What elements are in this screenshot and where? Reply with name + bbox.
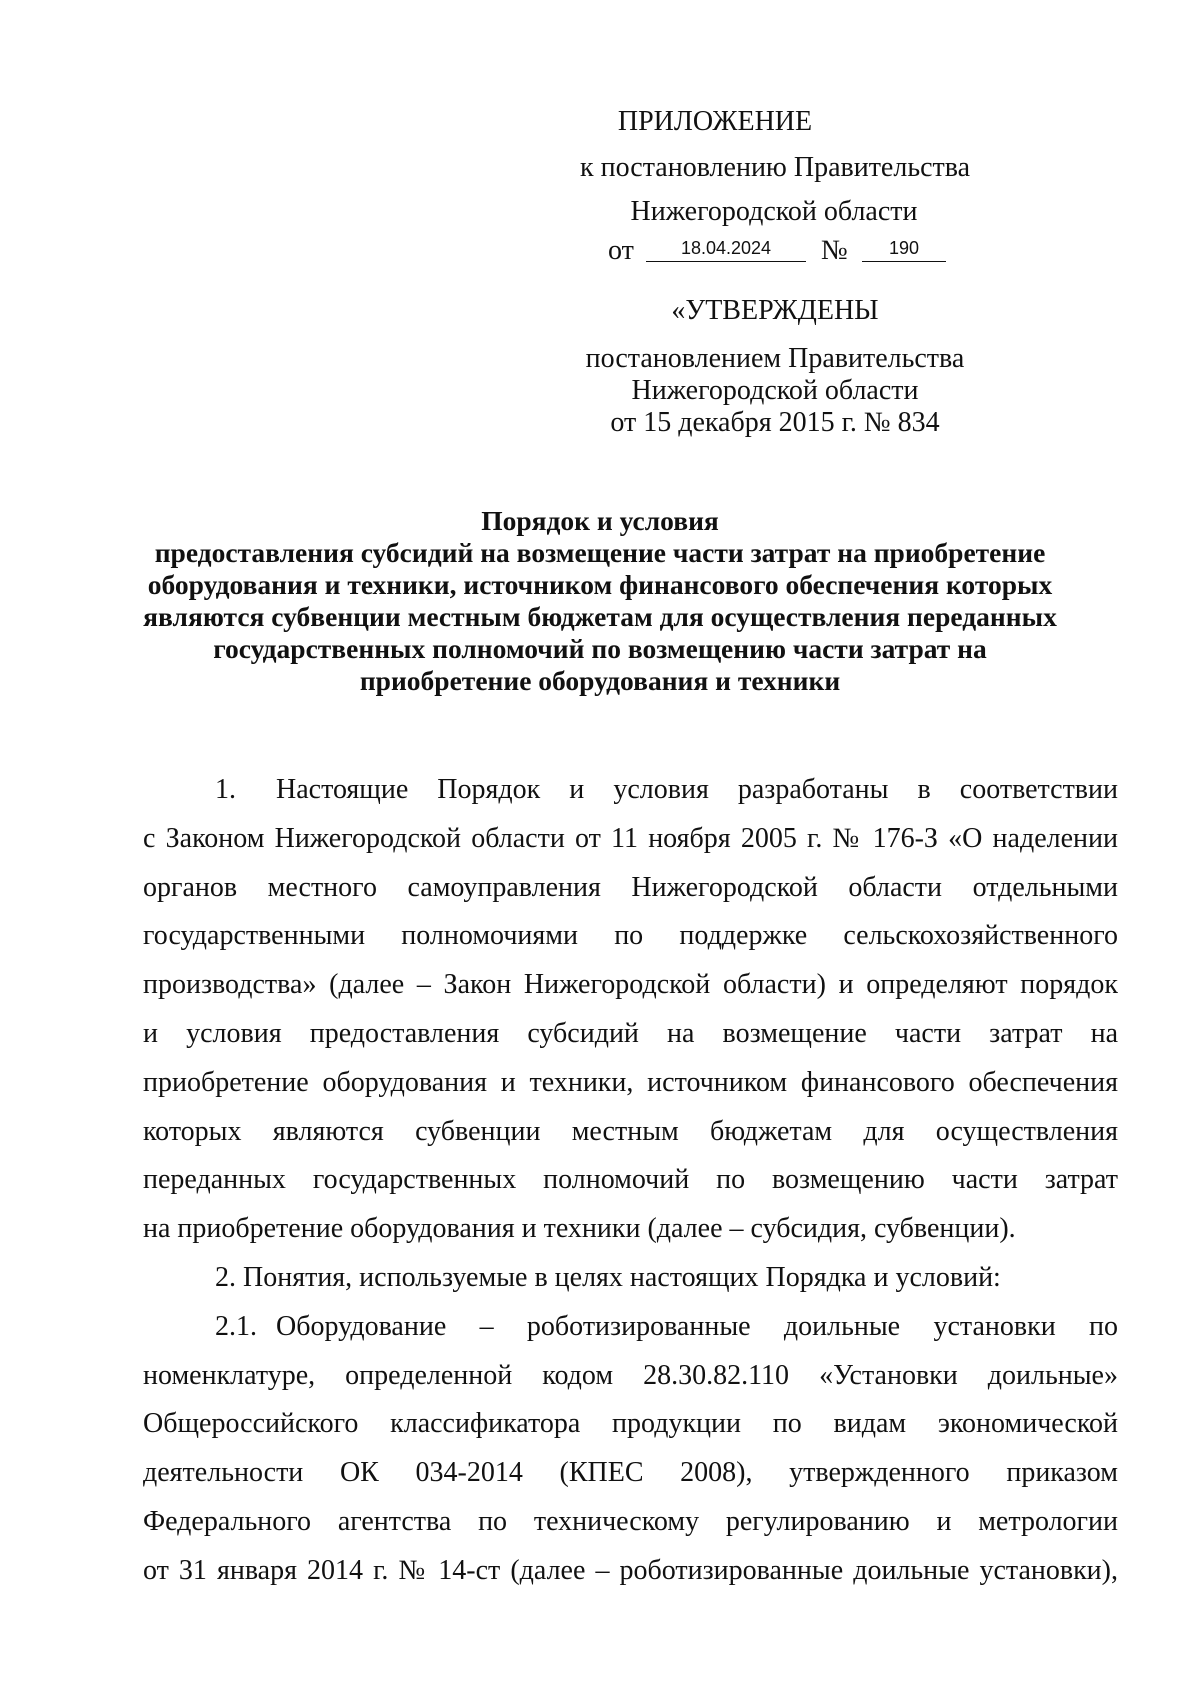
paragraph-2: 2. Понятия, используемые в целях настоящих Порядка и условий: (215, 1261, 1001, 1293)
paragraph-line: Федерального агентства по техническому регулированию и метрологии (143, 1505, 1118, 1537)
paragraph-text: Оборудование – роботизированные доильные установки по (276, 1310, 1118, 1342)
document-body (143, 766, 1118, 1596)
from-label: от (608, 235, 634, 266)
paragraph-line: государственными полномочиями по поддержке сельскохозяйственного (143, 920, 1118, 952)
paragraph-line: которых являются субвенции местным бюджетам для осуществления (143, 1115, 1118, 1147)
title-line: приобретение оборудования и техники (359, 665, 841, 696)
paragraph-line: производства» (далее – Закон Нижегородской области) и определяют порядок (143, 969, 1118, 1001)
paragraph-line: от 31 января 2014 г. № 14-ст (далее – роботизированные доильные установки), (143, 1554, 1118, 1586)
paragraph-line: приобретение оборудования и техники, источником финансового обеспечения (143, 1066, 1118, 1098)
paragraph-number: 1. (215, 774, 236, 805)
approved-line-1: постановлением Правительства (585, 343, 965, 374)
approved-line-2: Нижегородской области (631, 375, 919, 406)
title-line: государственных полномочий по возмещению части затрат на (213, 633, 987, 664)
paragraph-line: органов местного самоуправления Нижегородской области отдельными (143, 871, 1118, 903)
resolution-date: 18.04.2024 (646, 233, 806, 262)
title-line: предоставления субсидий на возмещение части затрат на приобретение (154, 537, 1046, 568)
document-title (120, 505, 1080, 697)
resolution-reference-line-1: к постановлению Правительства (580, 152, 971, 183)
paragraph-text: Настоящие Порядок и условия разработаны в соответствии (276, 774, 1118, 805)
paragraph-line: деятельности ОК 034-2014 (КПЕС 2008), утвержденного приказом (143, 1457, 1118, 1489)
appendix-label: ПРИЛОЖЕНИЕ (617, 106, 813, 137)
paragraph-1-first-line (143, 766, 1118, 815)
paragraph-line: с Законом Нижегородской области от 11 ноября 2005 г. № 176-З «О наделении (143, 822, 1118, 854)
paragraph-line: переданных государственных полномочий по возмещению части затрат (143, 1164, 1118, 1196)
paragraph-last-line: на приобретение оборудования и техники (далее – субсидия, субвенции). (143, 1213, 1016, 1245)
paragraph-line: номенклатуре, определенной кодом 28.30.82.110 «Установки доильные» (143, 1359, 1118, 1391)
approved-line-3: от 15 декабря 2015 г. № 834 (610, 407, 940, 438)
paragraph-line: и условия предоставления субсидий на возмещение части затрат на (143, 1017, 1118, 1049)
resolution-number: 190 (862, 233, 946, 262)
number-sign: № (821, 235, 848, 266)
resolution-reference-line-2: Нижегородской области (630, 196, 918, 227)
resolution-date-number-row (608, 229, 948, 266)
paragraph-line: Общероссийского классификатора продукции по видам экономической (143, 1408, 1118, 1440)
title-line: являются субвенции местным бюджетам для осуществления переданных (143, 601, 1057, 632)
title-line: Порядок и условия (481, 505, 719, 536)
paragraph-number: 2.1. (215, 1310, 257, 1342)
title-line: оборудования и техники, источником финансового обеспечения которых (147, 569, 1053, 600)
approved-label: «УТВЕРЖДЕНЫ (671, 295, 879, 326)
paragraph-2-1-first-line (143, 1303, 1118, 1352)
